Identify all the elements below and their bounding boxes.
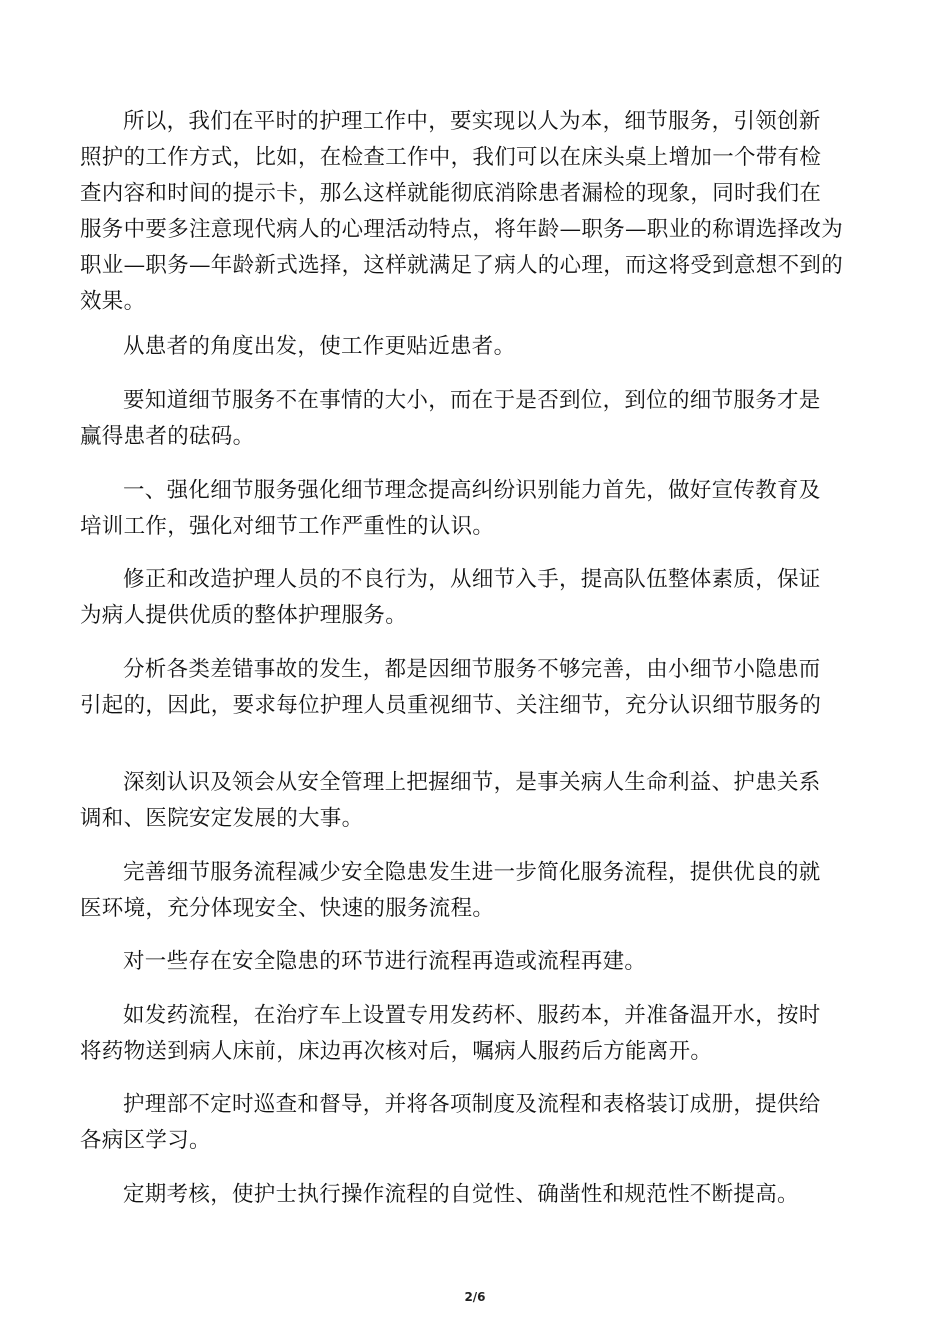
text-line: 查内容和时间的提示卡，那么这样就能彻底消除患者漏检的现象，同时我们在: [80, 181, 822, 206]
text-line: 所以，我们在平时的护理工作中，要实现以人为本，细节服务，引领创新: [123, 109, 821, 134]
paragraph-text: [80, 1177, 870, 1213]
paragraph-3: [80, 383, 870, 455]
paragraph-text: [80, 562, 870, 634]
text-line: 引起的，因此，要求每位护理人员重视细节、关注细节，充分认识细节服务的: [80, 693, 822, 718]
text-line: 如发药流程，在治疗车上设置专用发药杯、服药本，并准备温开水，按时: [123, 1003, 821, 1028]
text-line: 定期考核，使护士执行操作流程的自觉性、确凿性和规范性不断提高。: [123, 1182, 799, 1207]
paragraph-text: [80, 329, 870, 365]
paragraph-text: [80, 944, 870, 980]
paragraph-text: [80, 104, 870, 320]
text-line: 护理部不定时巡查和督导，并将各项制度及流程和表格装订成册，提供给: [123, 1092, 821, 1117]
text-line: 调和、医院安定发展的大事。: [80, 806, 364, 831]
text-line: 医环境，充分体现安全、快速的服务流程。: [80, 896, 495, 921]
paragraph-text: [80, 998, 870, 1070]
text-line: 职业—职务—年龄新式选择，这样就满足了病人的心理，而这将受到意想不到的: [80, 253, 844, 278]
text-line: 将药物送到病人床前，床边再次核对后，嘱病人服药后方能离开。: [80, 1039, 713, 1064]
text-line: 照护的工作方式，比如，在检查工作中，我们可以在床头桌上增加一个带有检: [80, 145, 822, 170]
paragraph-text: [80, 652, 870, 724]
paragraph-10: [80, 998, 870, 1070]
text-line: 服务中要多注意现代病人的心理活动特点，将年龄—职务—职业的称谓选择改为: [80, 217, 844, 242]
paragraph-4: [80, 473, 870, 545]
paragraph-text: [80, 855, 870, 927]
text-line: 要知道细节服务不在事情的大小，而在于是否到位，到位的细节服务才是: [123, 388, 821, 413]
paragraph-1: [80, 104, 870, 320]
paragraph-7: [80, 765, 870, 837]
text-line: 各病区学习。: [80, 1128, 211, 1153]
paragraph-text: [80, 1087, 870, 1159]
paragraph-11: [80, 1087, 870, 1159]
paragraph-text: [80, 383, 870, 455]
paragraph-9: [80, 944, 870, 980]
paragraph-5: [80, 562, 870, 634]
paragraph-2: [80, 329, 870, 365]
text-line: 深刻认识及领会从安全管理上把握细节，是事关病人生命利益、护患关系: [123, 770, 821, 795]
text-line: 对一些存在安全隐患的环节进行流程再造或流程再建。: [123, 949, 647, 974]
paragraph-text: [80, 765, 870, 837]
paragraph-8: [80, 855, 870, 927]
paragraph-text: [80, 473, 870, 545]
text-line: 修正和改造护理人员的不良行为，从细节入手，提高队伍整体素质，保证: [123, 567, 821, 592]
text-line: 从患者的角度出发，使工作更贴近患者。: [123, 334, 516, 359]
text-line: 赢得患者的砝码。: [80, 424, 255, 449]
paragraph-12: [80, 1177, 870, 1213]
text-line: 效果。: [80, 289, 146, 314]
paragraph-6: [80, 652, 870, 724]
text-line: 完善细节服务流程减少安全隐患发生进一步简化服务流程，提供优良的就: [123, 860, 821, 885]
text-line: 为病人提供优质的整体护理服务。: [80, 603, 408, 628]
text-line: 培训工作，强化对细节工作严重性的认识。: [80, 514, 495, 539]
page-number: 2/6: [464, 1290, 486, 1304]
text-line: 一、强化细节服务强化细节理念提高纠纷识别能力首先，做好宣传教育及: [123, 478, 821, 503]
text-line: 分析各类差错事故的发生，都是因细节服务不够完善，由小细节小隐患而: [123, 657, 821, 682]
